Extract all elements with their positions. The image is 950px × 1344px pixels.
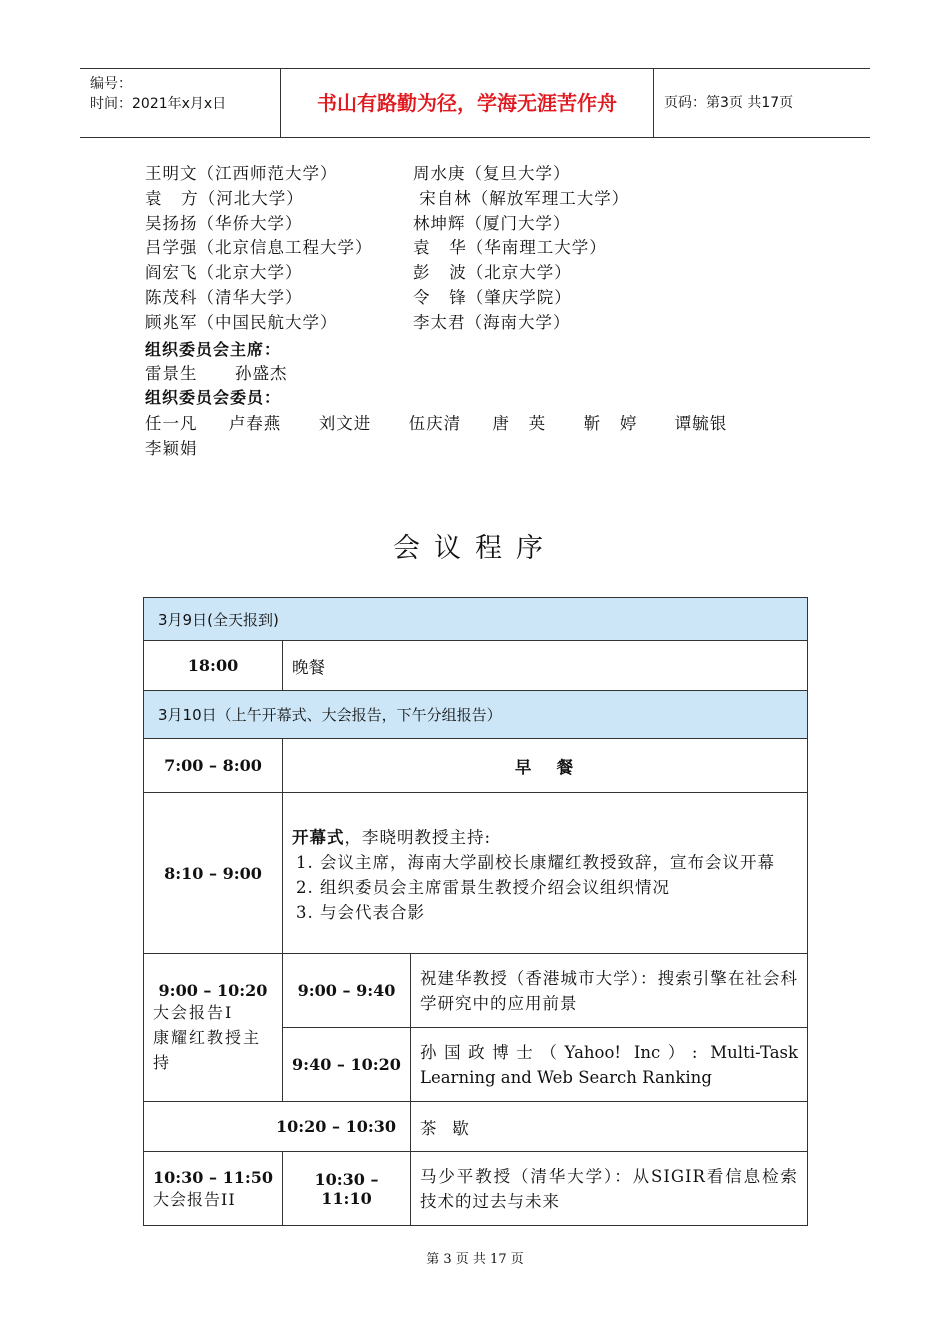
talk1: 祝建华教授（香港城市大学）：搜索引擎在社会科学研究中的应用前景 bbox=[411, 954, 808, 1028]
committee-member: 袁 方（河北大学） bbox=[145, 188, 304, 208]
opening-time: 8:10 – 9:00 bbox=[144, 793, 283, 954]
dinner-time: 18:00 bbox=[144, 641, 283, 691]
plenary1-time: 9:00 – 10:20 bbox=[158, 980, 268, 1000]
org-chair-heading: 组织委员会主席： bbox=[145, 340, 282, 359]
day-row bbox=[144, 691, 808, 739]
committee-member: 阎宏飞（北京大学） bbox=[145, 263, 303, 283]
break-label: 茶 歇 bbox=[411, 1102, 808, 1152]
opening-item: 3. 与会代表合影 bbox=[320, 900, 798, 925]
plenary2-time: 10:30 – 11:50 bbox=[153, 1167, 274, 1187]
committee-member: 袁 华（华南理工大学） bbox=[413, 238, 607, 258]
org-members-line2: 李颖娟 bbox=[145, 439, 198, 458]
committee-member: 彭 波（北京大学） bbox=[413, 263, 572, 283]
day1-label: 3月9日(全天报到) bbox=[144, 598, 808, 641]
opening-item: 1. 会议主席，海南大学副校长康耀红教授致辞，宣布会议开幕 bbox=[320, 850, 798, 875]
talk1-time: 9:00 – 9:40 bbox=[283, 954, 411, 1028]
plenary1-name: 大会报告I bbox=[153, 1002, 234, 1022]
plenary2-cell bbox=[144, 1152, 283, 1226]
dinner-label: 晚餐 bbox=[283, 641, 808, 691]
talk3-time: 10:30 – 11:10 bbox=[283, 1152, 411, 1226]
plenary2-name: 大会报告II bbox=[153, 1189, 236, 1209]
header-motto: 书山有路勤为径，学海无涯苦作舟 bbox=[281, 69, 654, 137]
plenary1-host: 康耀红教授主持 bbox=[153, 1027, 262, 1072]
table-row bbox=[144, 954, 808, 1028]
committee-member: 吕学强（北京信息工程大学） bbox=[145, 238, 373, 258]
talk3: 马少平教授（清华大学）：从SIGIR看信息检索技术的过去与未来 bbox=[411, 1152, 808, 1226]
org-members-line1: 任一凡 卢春燕 刘文进 伍庆清 唐 英 靳 婷 谭毓银 bbox=[145, 414, 728, 433]
talk2-time: 9:40 – 10:20 bbox=[283, 1028, 411, 1102]
committee-member: 周水庚（复旦大学） bbox=[413, 164, 571, 183]
committee-member: 吴扬扬（华侨大学） bbox=[145, 213, 303, 233]
org-chair-names: 雷景生 孙盛杰 bbox=[145, 364, 288, 383]
talk2: 孙国政博士（Yahoo! Inc）: Multi-Task Learning and Web Search Ranking bbox=[411, 1028, 808, 1102]
plenary1-cell bbox=[144, 954, 283, 1102]
committee-member: 陈茂科（清华大学） bbox=[145, 288, 303, 307]
committee-member: 顾兆军（中国民航大学） bbox=[145, 312, 338, 332]
date-label: 时间：2021年x月x日 bbox=[90, 96, 227, 112]
table-row bbox=[144, 641, 808, 691]
committee-member: 李太君（海南大学） bbox=[413, 312, 571, 332]
table-row bbox=[144, 1152, 808, 1226]
break-time: 10:20 – 10:30 bbox=[144, 1102, 411, 1152]
program-table bbox=[143, 597, 808, 1226]
org-members-heading: 组织委员会委员： bbox=[145, 388, 282, 407]
table-row bbox=[144, 739, 808, 793]
opening-item: 2. 组织委员会主席雷景生教授介绍会议组织情况 bbox=[320, 875, 798, 900]
committee-member: 林坤辉（厦门大学） bbox=[413, 213, 571, 233]
day2-label: 3月10日（上午开幕式、大会报告，下午分组报告） bbox=[144, 691, 808, 739]
committee-member: 宋自林（解放军理工大学） bbox=[413, 188, 630, 208]
opening-title: 开幕式 bbox=[292, 827, 345, 847]
day-row bbox=[144, 598, 808, 641]
page-header bbox=[80, 68, 870, 138]
page-footer: 第 3 页 共 17 页 bbox=[426, 1252, 524, 1267]
opening-cell bbox=[283, 793, 808, 954]
opening-host: ，李晓明教授主持: bbox=[344, 827, 492, 847]
program-title: 会议程序 bbox=[393, 533, 557, 564]
committee-member: 令 锋（肇庆学院） bbox=[413, 288, 572, 307]
opening-items bbox=[292, 850, 798, 925]
table-row bbox=[144, 793, 808, 954]
header-page-label: 页码：第3页 共17页 bbox=[664, 95, 794, 111]
table-row bbox=[144, 1102, 808, 1152]
committee-member: 王明文（江西师范大学） bbox=[145, 164, 338, 183]
number-label: 编号： bbox=[90, 76, 132, 92]
breakfast-time: 7:00 – 8:00 bbox=[144, 739, 283, 793]
breakfast-label: 早 餐 bbox=[283, 739, 808, 793]
header-meta bbox=[80, 69, 281, 137]
